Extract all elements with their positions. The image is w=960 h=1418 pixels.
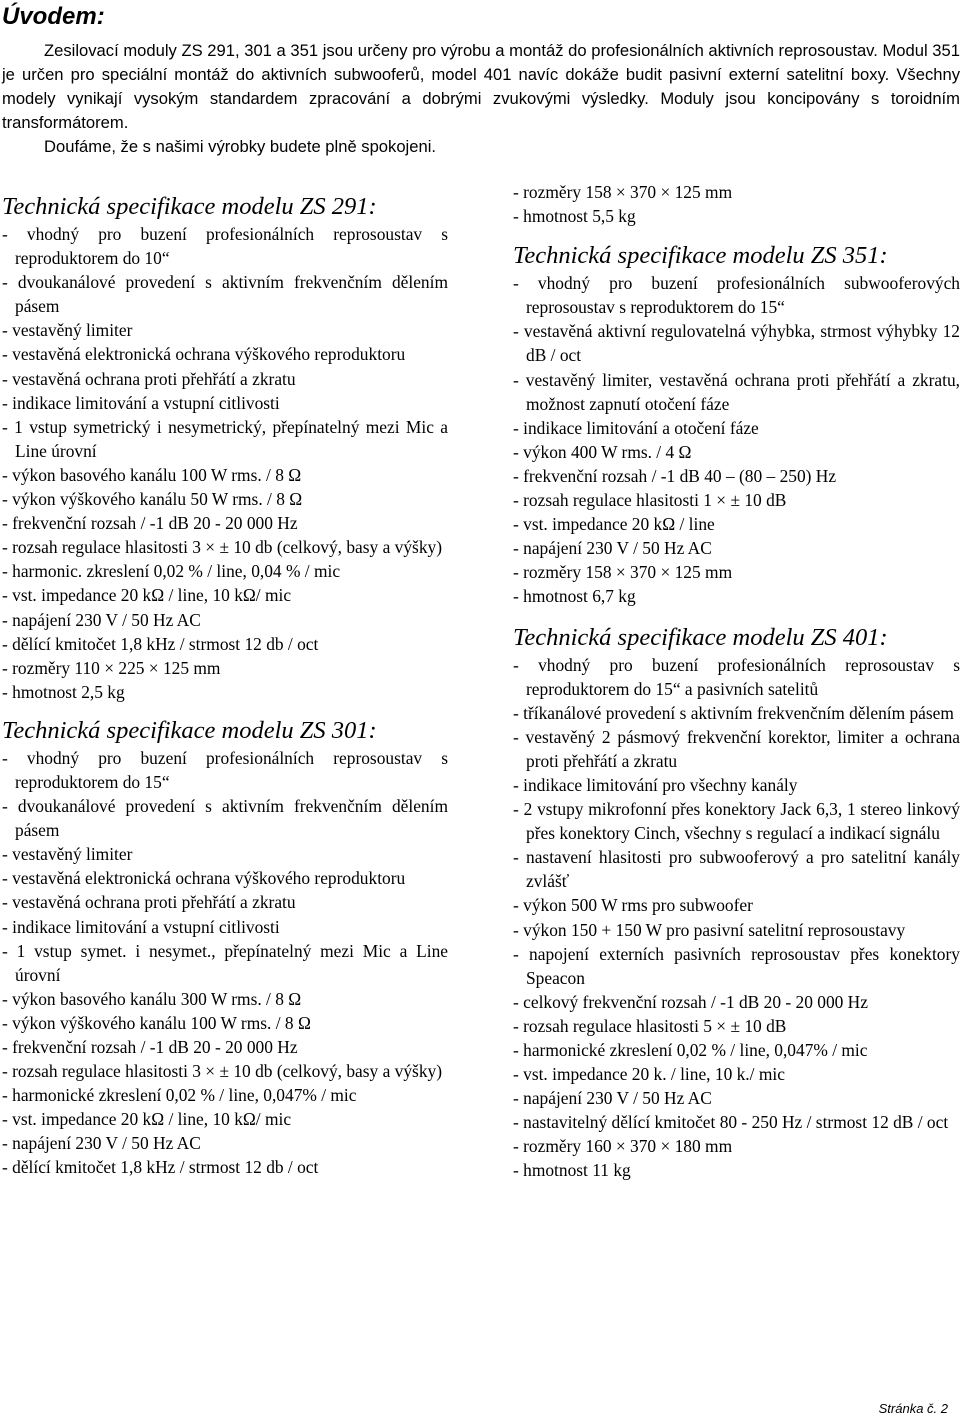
spec-item: - vestavěný limiter: [2, 320, 133, 341]
spec-item: - dělící kmitočet 1,8 kHz / strmost 12 db / oct: [2, 633, 319, 654]
spec-list-zs351: [513, 271, 960, 608]
spec-item: - vestavěná elektronická ochrana výškového reproduktoru: [2, 344, 406, 365]
spec-item: - rozsah regulace hlasitosti 3 × ± 10 db (celkový, basy a výšky): [2, 537, 442, 558]
intro-closing: Doufáme, že s našimi výrobky budete plně spokojeni.: [44, 137, 437, 156]
spec-item: - vhodný pro buzení profesionálních reprosoustav s reproduktorem do 15“: [2, 747, 448, 792]
spec-item: - rozsah regulace hlasitosti 5 × ± 10 dB: [513, 1015, 787, 1036]
left-column: [2, 192, 448, 1180]
spec-item: - vestavěná aktivní regulovatelná výhybka, strmost výhybky 12 dB / oct: [513, 321, 960, 366]
spec-list-zs301-continued: [513, 180, 960, 228]
spec-item: - vhodný pro buzení profesionálních subwooferových reprosoustav s reproduktorem do 15“: [513, 273, 960, 318]
spec-section-zs301-continued: [513, 180, 960, 228]
spec-item: - indikace limitování pro všechny kanály: [513, 774, 798, 795]
spec-item: - harmonic. zkreslení 0,02 % / line, 0,04 % / mic: [2, 561, 341, 582]
spec-heading-zs401: Technická specifikace modelu ZS 401:: [513, 623, 888, 651]
spec-item: - napájení 230 V / 50 Hz AC: [2, 609, 201, 630]
spec-item: - rozměry 160 × 370 × 180 mm: [513, 1136, 733, 1157]
spec-item: - frekvenční rozsah / -1 dB 20 - 20 000 Hz: [2, 513, 298, 534]
spec-item: - výkon 150 + 150 W pro pasivní satelitní reprosoustavy: [513, 919, 906, 940]
spec-item: - frekvenční rozsah / -1 dB 20 - 20 000 Hz: [2, 1037, 298, 1057]
spec-item: - vestavěná elektronická ochrana výškového reproduktoru: [2, 868, 406, 889]
spec-item: - výkon výškového kanálu 100 W rms. / 8 Ω: [2, 1012, 311, 1033]
spec-item: - harmonické zkreslení 0,02 % / line, 0,047% / mic: [2, 1085, 357, 1106]
spec-item: - nastavení hlasitosti pro subwooferový a pro satelitní kanály zvlášť: [513, 847, 960, 892]
spec-item: - tříkanálové provedení s aktivním frekvenčním dělením pásem: [513, 702, 954, 723]
spec-item: - rozsah regulace hlasitosti 3 × ± 10 db (celkový, basy a výšky): [2, 1061, 442, 1082]
spec-section-zs301: [2, 716, 448, 1180]
spec-heading-zs351: Technická specifikace modelu ZS 351:: [513, 242, 888, 270]
spec-item: - výkon basového kanálu 100 W rms. / 8 Ω: [2, 464, 302, 485]
spec-item: - vhodný pro buzení profesionálních reprosoustav s reproduktorem do 10“: [2, 224, 448, 269]
spec-item: - napájení 230 V / 50 Hz AC: [2, 1133, 201, 1154]
spec-item: - celkový frekvenční rozsah / -1 dB 20 - 20 000 Hz: [513, 991, 868, 1012]
spec-section-zs351: [513, 241, 960, 608]
spec-item: - napojení externích pasivních reprosoustav přes konektory Speacon: [513, 943, 960, 988]
spec-item: - rozměry 158 × 370 × 125 mm: [513, 562, 733, 583]
spec-section-zs401: [513, 623, 960, 1183]
spec-item: - vestavěná ochrana proti přehřátí a zkratu: [2, 368, 296, 389]
spec-item: - vst. impedance 20 k. / line, 10 k./ mic: [513, 1064, 785, 1085]
spec-item: - indikace limitování a vstupní citlivosti: [2, 916, 280, 937]
spec-item: - rozměry 110 × 225 × 125 mm: [2, 657, 221, 678]
spec-item: - 2 vstupy mikrofonní přes konektory Jack 6,3, 1 stereo linkový přes konektory Cinch, všechny s regulací a indikací signálu: [513, 799, 960, 844]
spec-item: - rozsah regulace hlasitosti 1 × ± 10 dB: [513, 490, 787, 511]
spec-item: - vestavěný 2 pásmový frekvenční korektor, limiter a ochrana proti přehřátí a zkratu: [513, 726, 960, 771]
spec-item: - výkon 400 W rms. / 4 Ω: [513, 441, 692, 462]
spec-item: - výkon 500 W rms pro subwoofer: [513, 895, 753, 916]
spec-item: - 1 vstup symetrický i nesymetrický, přepínatelný mezi Mic a Line úrovní: [2, 416, 448, 461]
spec-list-zs401: [513, 653, 960, 1183]
spec-item: - výkon výškového kanálu 50 W rms. / 8 Ω: [2, 489, 303, 510]
intro-title: Úvodem:: [2, 3, 105, 30]
spec-item: - harmonické zkreslení 0,02 % / line, 0,047% / mic: [513, 1040, 868, 1060]
spec-item: - vestavěný limiter: [2, 844, 133, 865]
spec-item: - hmotnost 2,5 kg: [2, 681, 125, 702]
spec-item: - výkon basového kanálu 300 W rms. / 8 Ω: [2, 988, 302, 1009]
spec-item: - hmotnost 11 kg: [513, 1160, 631, 1181]
spec-item: - indikace limitování a vstupní citlivosti: [2, 392, 280, 413]
intro-text: [2, 39, 960, 159]
spec-item: - 1 vstup symet. i nesymet., přepínatelný mezi Mic a Line úrovní: [2, 940, 448, 985]
spec-item: - indikace limitování a otočení fáze: [513, 417, 759, 438]
spec-item: - vestavěný limiter, vestavěná ochrana proti přehřátí a zkratu, možnost zapnutí otočení fáze: [513, 369, 960, 414]
intro-paragraph: Zesilovací moduly ZS 291, 301 a 351 jsou určeny pro výrobu a montáž do profesionálních aktivních reprosoustav. Modul 351 je určen pro speciální montáž do aktivních subwooferů, model 401 navíc dokáže budit pasivní externí satelitní boxy. Všechny modely vynikají vysokým standardem zpracování a dobrými zvukovými výsledky. Moduly jsou koncipovány s toroidním transformátorem.: [2, 41, 960, 132]
spec-item: - dvoukanálové provedení s aktivním frekvenčním dělením pásem: [2, 796, 448, 841]
page-number: Stránka č. 2: [878, 1401, 948, 1416]
spec-item: - vst. impedance 20 kΩ / line, 10 kΩ/ mic: [2, 1109, 292, 1130]
spec-item: - vst. impedance 20 kΩ / line: [513, 514, 715, 535]
spec-item: - frekvenční rozsah / -1 dB 40 – (80 – 250) Hz: [513, 465, 837, 486]
spec-item: - hmotnost 6,7 kg: [513, 586, 636, 607]
spec-item: - napájení 230 V / 50 Hz AC: [513, 538, 712, 559]
spec-item: - napájení 230 V / 50 Hz AC: [513, 1088, 712, 1109]
spec-item: - nastavitelný dělící kmitočet 80 - 250 Hz / strmost 12 dB / oct: [513, 1112, 949, 1133]
spec-heading-zs291: Technická specifikace modelu ZS 291:: [2, 193, 377, 220]
spec-section-zs291: [2, 192, 448, 704]
spec-item: - vst. impedance 20 kΩ / line, 10 kΩ/ mic: [2, 585, 292, 606]
spec-item: - dvoukanálové provedení s aktivním frekvenčním dělením pásem: [2, 272, 448, 317]
spec-item: - rozměry 158 × 370 × 125 mm: [513, 182, 733, 202]
spec-item: - hmotnost 5,5 kg: [513, 206, 636, 227]
spec-list-zs291: [2, 222, 448, 704]
spec-item: - dělící kmitočet 1,8 kHz / strmost 12 db / oct: [2, 1157, 319, 1178]
spec-heading-zs301: Technická specifikace modelu ZS 301:: [2, 716, 377, 744]
spec-list-zs301: [2, 746, 448, 1180]
spec-item: - vhodný pro buzení profesionálních reprosoustav s reproduktorem do 15“ a pasivních satelitů: [513, 654, 960, 699]
spec-item: - vestavěná ochrana proti přehřátí a zkratu: [2, 892, 296, 913]
right-column: [513, 180, 960, 1183]
